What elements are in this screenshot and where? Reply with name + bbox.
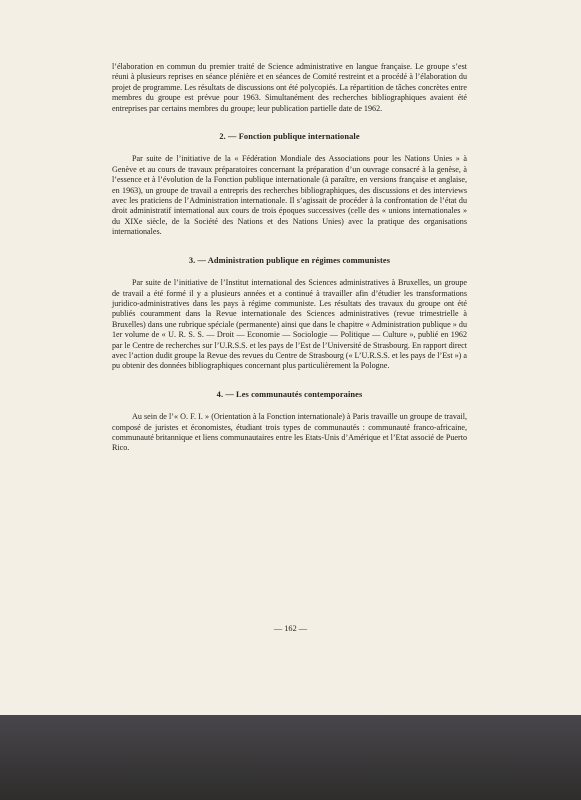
section-4-heading: 4. — Les communautés contemporaines [216,389,363,399]
section-2-heading: 2. — Fonction publique internationale [219,132,360,142]
page-content [112,62,467,454]
section-3-heading: 3. — Administration publique en régimes communistes [188,255,391,265]
section-4-paragraph: Au sein de l’« O. F. I. » (Orientation à la Fonction internationale) à Paris travaille un groupe de travail, composé de juristes et économistes, étudiant trois types de communautés : communauté franco-africaine, communauté britannique et liens communautaires entre les Etats-Unis d’Amérique et l’Etat associé de Puerto Rico. [112,412,467,453]
scan-background [0,715,581,800]
page-number: — 162 — [273,624,308,633]
section-2-paragraph: Par suite de l’initiative de la « Fédération Mondiale des Associations pour les Nations Unies » à Genève et au cours de travaux préparatoires concernant la préparation d’un ouvrage consacré à la genèse, à l’essence et à l’évolution de la Fonction publique internationale (à paraître, en versions française et anglaise, en 1963), un groupe de travail a entrepris des recherches bibliographiques, des discussions et des interviews avec les praticiens de l’Administration internationale. Il s’agissait de procéder à la confrontation de l’état du droit administratif international aux cours de trois époques successives (celle des « unions internationales » du XIXe siècle, de la Société des Nations et des Nations Unies) avec la pratique des organisations internationales. [112,154,467,237]
section-3-paragraph: Par suite de l’initiative de l’Institut international des Sciences administratives à Bruxelles, un groupe de travail a été formé il y a plusieurs années et a continué à travailler afin d’étudier les transformations juridico-administratives dans les pays à régime communiste. Les résultats des travaux du groupe ont été publiés couramment dans la Revue internationale des Sciences administratives (revue trimestrielle à Bruxelles) dans une rubrique spéciale (permanente) ainsi que dans le chapitre « Administration publique » du 1er volume de « U. R. S. S. — Droit — Economie — Sociologie — Politique — Culture », publié en 1962 par le Centre de recherches sur l’U.R.S.S. et les pays de l’Est de l’Université de Strasbourg. En rapport direct avec l’action dudit groupe la Revue des revues du Centre de Strasbourg (« L’U.R.S.S. et les pays de l’Est ») a pu obtenir des données bibliographiques concernant plus particulièrement la Pologne. [112,278,467,371]
intro-paragraph: l’élaboration en commun du premier traité de Science administrative en langue française. Le groupe s’est réuni à plusieurs reprises en séance plénière et en séances de Comité restreint et a procédé à l’élaboration du projet de programme. Les résultats de discussions ont été polycopiés. La répartition de tâches concrètes entre membres du groupe est prévue pour 1963. Simultanément des recherches bibliographiques avaient été entreprises par certains membres du groupe; leur publication partielle date de 1962. [112,62,467,113]
